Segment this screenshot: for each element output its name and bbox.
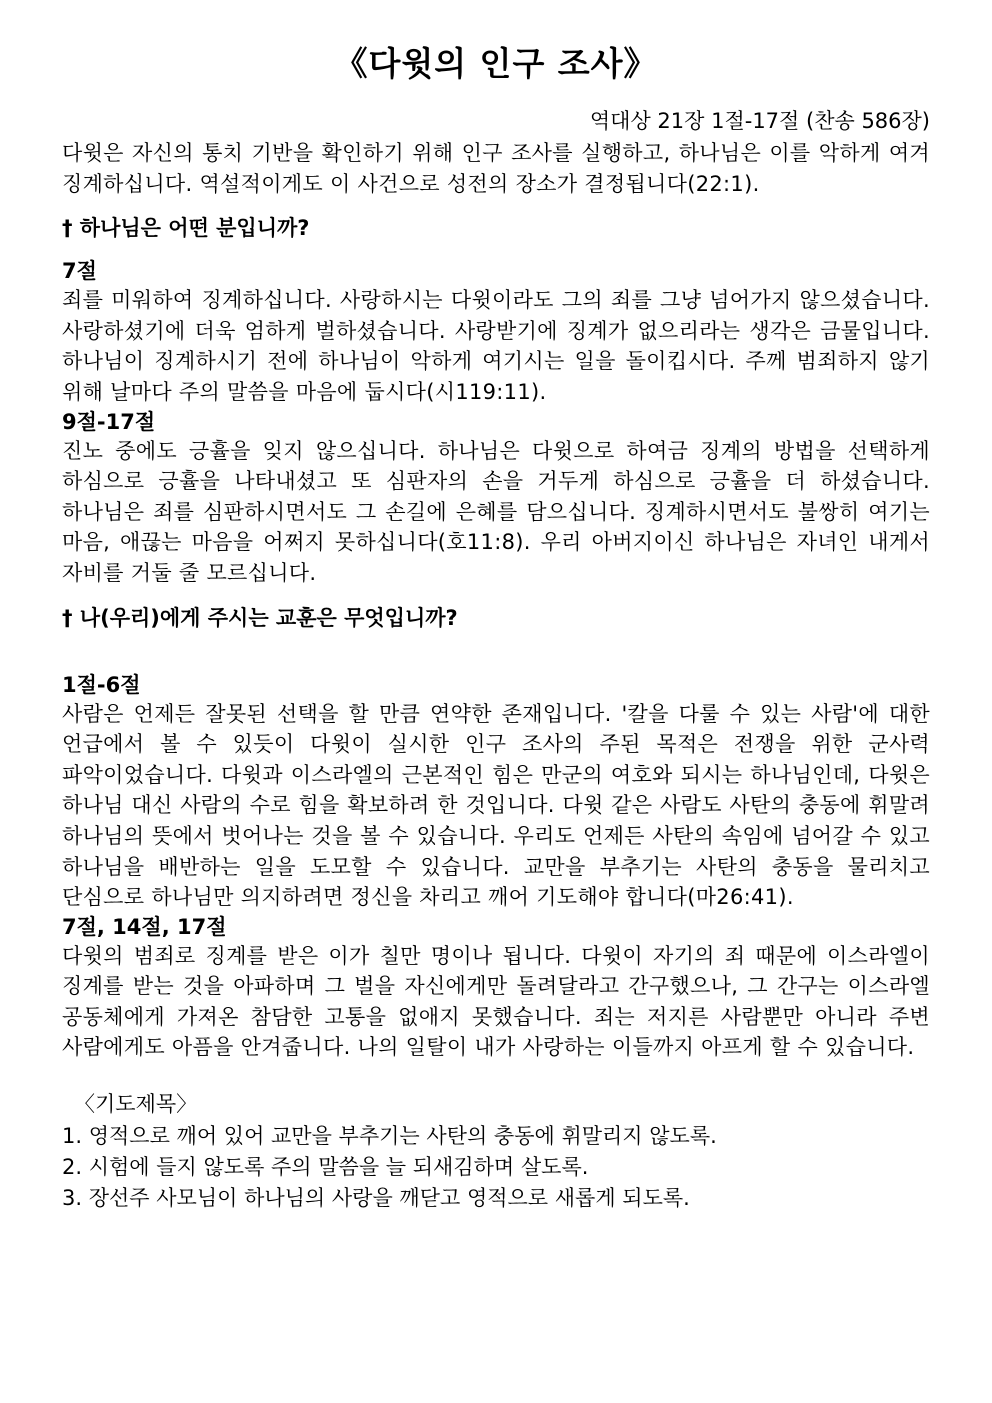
prayer-item: 2. 시험에 들지 않도록 주의 말씀을 늘 되새김하며 살도록. <box>62 1155 589 1180</box>
section-heading-who-is-god: † 하나님은 어떤 분입니까? <box>62 216 310 241</box>
intro-paragraph: 다윗은 자신의 통치 기반을 확인하기 위해 인구 조사를 실행하고, 하나님은 이를 악하게 여겨 징계하십니다. 역설적이게도 이 사건으로 성전의 장소가 결정됩니다(22:1). <box>62 141 930 196</box>
section-heading-lesson: † 나(우리)에게 주시는 교훈은 무엇입니까? <box>62 605 458 630</box>
verse-paragraph: 사람은 언제든 잘못된 선택을 할 만큼 연약한 존재입니다. '칼을 다룰 수 있는 사람'에 대한 언급에서 볼 수 있듯이 다윗이 실시한 인구 조사의 주된 목적은 전쟁을 위한 군사력 파악이었습니다. 다윗과 이스라엘의 근본적인 힘은 만군의 여호와 되시는 하나님인데, 다윗은 하나님 대신 사람의 수로 힘을 확보하려 한 것입니다. 다윗 같은 사람도 사탄의 충동에 휘말려 하나님의 뜻에서 벗어나는 것을 볼 수 있습니다. 우리도 언제든 사탄의 속임에 넘어갈 수 있고 하나님을 배반하는 일을 도모할 수 있습니다. 교만을 부추기는 사탄의 충동을 물리치고 단심으로 하나님만 의지하려면 정신을 차리고 깨어 기도해야 합니다(마26:41). <box>62 701 930 910</box>
verse-label: 7절, 14절, 17절 <box>62 914 227 939</box>
verse-label: 9절-17절 <box>62 409 156 434</box>
scripture-reference: 역대상 21장 1절-17절 (찬송 586장) <box>589 109 930 133</box>
prayer-item: 1. 영적으로 깨어 있어 교만을 부추기는 사탄의 충동에 휘말리지 않도록. <box>62 1124 717 1149</box>
verse-paragraph: 다윗의 범죄로 징계를 받은 이가 칠만 명이나 됩니다. 다윗이 자기의 죄 때문에 이스라엘이 징계를 받는 것을 아파하며 그 벌을 자신에게만 돌려달라고 간구했으나, 그 간구는 이스라엘 공동체에게 가져온 참담한 고통을 없애지 못했습니다. 죄는 저지른 사람뿐만 아니라 주변 사람에게도 아픔을 안겨줍니다. 나의 일탈이 내가 사랑하는 이들까지 아프게 할 수 있습니다. <box>62 943 930 1060</box>
verse-label: 1절-6절 <box>62 672 141 697</box>
verse-paragraph: 죄를 미워하여 징계하십니다. 사랑하시는 다윗이라도 그의 죄를 그냥 넘어가지 않으셨습니다. 사랑하셨기에 더욱 엄하게 벌하셨습니다. 사랑받기에 징계가 없으리라는 생각은 금물입니다. 하나님이 징계하시기 전에 하나님이 악하게 여기시는 일을 돌이킵시다. 주께 범죄하지 않기 위해 날마다 주의 말씀을 마음에 둡시다(시119:11). <box>62 288 930 404</box>
devotional-page <box>62 44 930 1214</box>
prayer-heading: 〈기도제목〉 <box>74 1092 198 1117</box>
prayer-item: 3. 장선주 사모님이 하나님의 사랑을 깨닫고 영적으로 새롭게 되도록. <box>62 1186 690 1211</box>
page-title: 《다윗의 인구 조사》 <box>334 44 658 83</box>
verse-paragraph: 진노 중에도 긍휼을 잊지 않으십니다. 하나님은 다윗으로 하여금 징계의 방법을 선택하게 하심으로 긍휼을 나타내셨고 또 심판자의 손을 거두게 하심으로 긍휼을 더 하셨습니다. 하나님은 죄를 심판하시면서도 그 손길에 은혜를 담으십니다. 징계하시면서도 불쌍히 여기는 마음, 애끊는 마음을 어쩌지 못하십니다(호11:8). 우리 아버지이신 하나님은 자녀인 내게서 자비를 거둘 줄 모르십니다. <box>62 438 930 585</box>
verse-label: 7절 <box>62 259 97 284</box>
